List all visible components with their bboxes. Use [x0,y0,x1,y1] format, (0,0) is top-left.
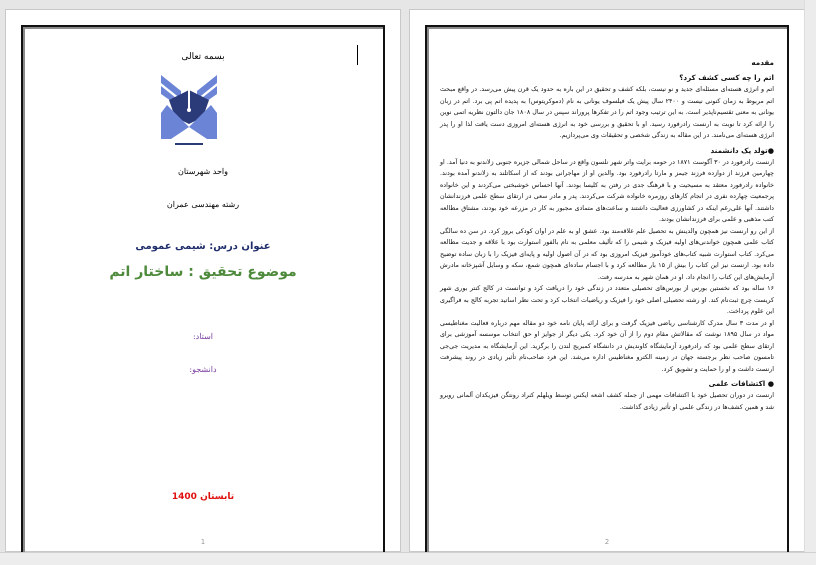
teacher-label: استاد: [192,332,214,341]
topic-title: موضوع تحقیق : ساختار اتم [109,264,297,280]
page-content [440,54,774,413]
unit-name: واحد شهرستان [177,167,228,176]
question-heading: اتم را چه کسی کشف کرد؟ [679,73,774,82]
paragraph: ارنست رادرفورد در ۳۰ آگوست ۱۸۷۱ در حومه برایت واتر شهر نلسون واقع در ساحل شمالی جزیره جنوبی زلاندنو به دنیا آمد. او چهارمین فرزند از دوازده فرزند جیمز و مارتا رادرفورد بود. والدین او از مهاجرانی بودند که از اسکاتلند به زلاندنو آمده بودند. خانواده رادرفورد معتقد به مسیحیت و با فرهنگ جدی در رفتن به کلیسا بودند. آنها احساس خوشبختی می‌کردند و این خانواده پرجمعیت چهارده نفری در انجام کارهای روزمره خانواده شرکت می‌کردند. پدر و مادر سعی در ارتقای سطح علمی فرزندانشان داشتند. آنها علی‌رغم اینکه در کشاورزی فعالیت داشتند و ساعت‌های متمادی مجبور به کار در مزرعه خود بودند، مشتاق مطالعه کتب مذهبی و علمی برای فرزندانشان بودند. [440,158,774,223]
bismillah-text: بسمه تعالی [181,52,225,62]
paragraph: ارنست در دوران تحصیل خود با اکتشافات مهمی از جمله کشف اشعه ایکس توسط ویلهلم کنراد رونتگن فیزیکدان آلمانی روبرو شد و همین کشف‌ها در زندگی علمی او تأثیر زیادی گذاشت. [440,392,774,411]
intro-heading: مقدمه [751,58,774,67]
student-label: دانشجو: [189,365,217,374]
paragraph: از این رو ارنست نیز همچون والدینش به تحصیل علم علاقه‌مند بود. عشق او به علم در اوان کودکی بروز کرد. در سن ده سالگی کتاب علمی همچون خواندنی‌های اولیه فیزیک و شیمی را که تألیف معلمی به نام بالفور استوارت بود با علاقه و جدیت مطالعه می‌کرد. کتاب استوارت شبیه کتاب‌های خودآموز فیزیک امروزی بود که در آن اصول اولیه و پایه‌ای فیزیک را با زبان ساده توضیح داده بود. ارنست نیز این کتاب را بیش از ۱۵ بار مطالعه کرد و با اجسام ساده‌ای همچون شمع، سکه و وسایل آشپزخانه مادرش آزمایش‌های این کتاب را انجام داد. او در همان شهر به مدرسه رفت. [440,227,774,281]
page-number: 1 [200,538,206,546]
course-title: عنوان درس: شیمی عمومی [135,241,271,252]
field-name: رشته مهندسی عمران [166,200,240,209]
status-bar [0,552,816,565]
university-logo [161,73,217,151]
paragraph: ۱۶ ساله بود که نخستین بورس از بورس‌های تحصیلی متعدد در زندگی خود را دریافت کرد و توانست در کالج کنتر بوری شهر کریست چرچ ثبت‌نام کند. او رشته تحصیلی اصلی خود را فیزیک و ریاضیات انتخاب کرد و تحت نظر اساتید تجربه کالج به فراگیری این علوم پرداخت. [440,285,774,315]
birth-heading: ●تولد یک دانشمند [710,145,774,155]
intro-paragraph: اتم و انرژی هسته‌ای مسئله‌ای جدید و نو نیست، بلکه کشف و تحقیق در این باره به حدود یک قرن پیش می‌رسد. در واقع مبحث اتم مربوط به زمان کنونی نیست و ۲۴۰۰ سال پیش یک فیلسوف یونانی به نام (دموکریتوس) به پدیده اتم پی برد. اتم در زبان یونانی به معنی تقسیم‌ناپذیر است. به این ترتیب وجود اتم را در تفکرها پروراند سپس در سال ۱۸۰۸ جان دالتون نظریه اتمی نوین را ارائه کرد تا نوبت به ارنست رادرفورد رسید. او با تحقیق و بررسی خود به انرژی هسته‌ای امروزی دست یافت لذا او را پدر انرژی هسته‌ای می‌نامند. در این مقاله به زندگی شخصی و تحقیقات وی می‌پردازیم. [440,86,775,139]
logo-caption-mark [175,143,203,145]
date-text: تابستان 1400 [171,492,235,502]
paragraph: او در مدت ۳ سال مدرک کارشناسی ریاضی فیزیک گرفت و برای ارائه پایان نامه خود دو مقاله مهم درباره فعالیت مغناطیسی مواد در سال ۱۸۹۵ نوشت که مقالاتش مقام دوم را از آن خود کرد. یکی دیگر از جوایز او حق انتخاب موسسه آموزشی برای ارتقای سطح علمی بود که رادرفورد آزمایشگاه کاوندیش در دانشگاه کمبریج لندن را برگزید. این آزمایشگاه به مدیریت جی‌جی تامسون صاحب نظر برجسته جهان در زمینه الکترو مغناطیس اداره می‌شد. این فرد صاحب‌نام تأثیر زیادی در روند پیشرفت ارنست داشت و او را حمایت و تشویق کرد. [440,319,774,373]
page-number: 2 [604,538,610,546]
page-1 [5,9,401,552]
discoveries-heading: ● اکتشافات علمی [708,379,774,388]
vertical-scrollbar[interactable] [804,0,816,552]
page-2 [409,9,805,552]
